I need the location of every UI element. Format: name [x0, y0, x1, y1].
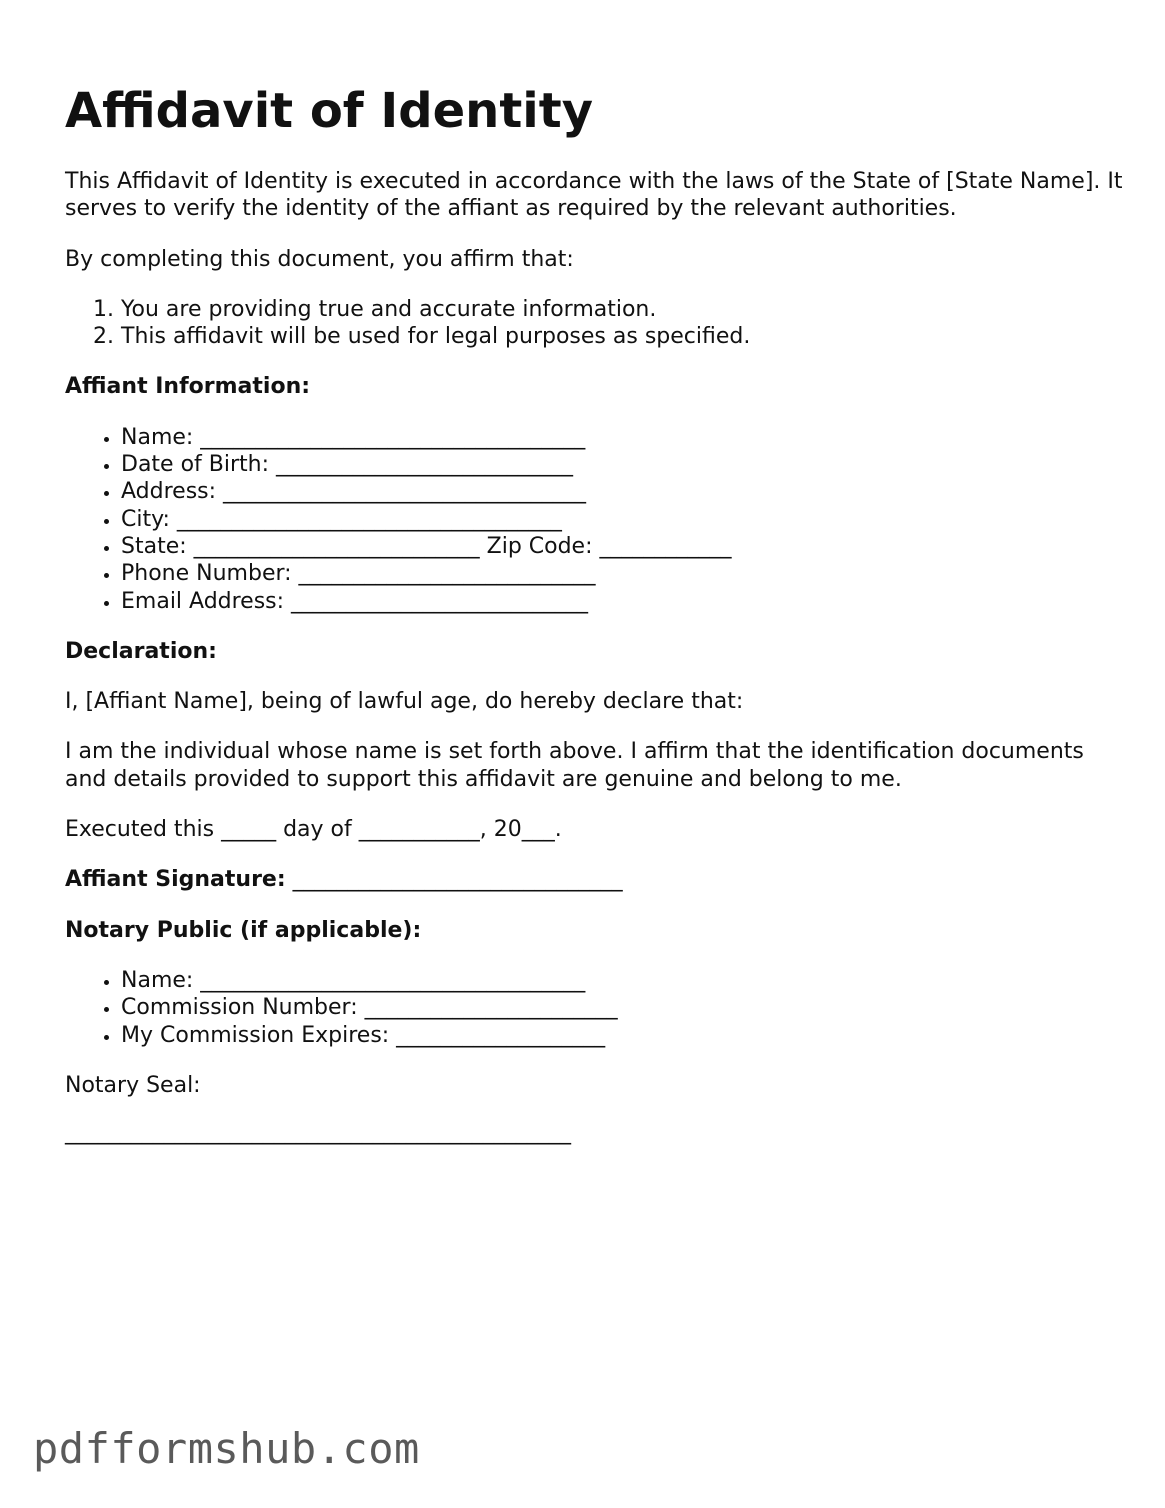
affirm-lead: By completing this document, you affirm that: — [65, 246, 574, 272]
declaration-line-1: I, [Affiant Name], being of lawful age, do hereby declare that: — [65, 689, 744, 715]
affiant-signature-row — [65, 866, 1125, 893]
executed-date-line[interactable]: Executed this _____ day of ___________, 20___. — [65, 817, 562, 843]
notary-seal-block — [65, 1072, 1125, 1147]
affiant-signature-line[interactable]: ______________________________ — [292, 867, 623, 893]
affiant-state-zip-field[interactable]: • State: __________________________ Zip Code: ____________ — [121, 533, 1125, 560]
notary-heading: Notary Public (if applicable): — [65, 917, 422, 943]
declaration-heading: Declaration: — [65, 638, 217, 664]
affirmation-item: 2. This affidavit will be used for legal purposes as specified. — [121, 323, 1125, 350]
notary-fields-list — [65, 967, 1125, 1049]
affiant-name-field[interactable]: • Name: ___________________________________ — [121, 424, 1125, 451]
watermark: pdfformshub.com — [33, 1424, 420, 1473]
affiant-signature-label: Affiant Signature: — [65, 867, 286, 893]
affiant-dob-field[interactable]: • Date of Birth: ___________________________ — [121, 451, 1125, 478]
affiant-phone-field[interactable]: • Phone Number: ___________________________ — [121, 560, 1125, 587]
notary-seal-label: Notary Seal: — [65, 1072, 201, 1098]
notary-commission-number-field[interactable]: • Commission Number: _______________________ — [121, 994, 1125, 1021]
notary-commission-expires-field[interactable]: • My Commission Expires: ___________________ — [121, 1022, 1125, 1049]
notary-name-field[interactable]: • Name: ___________________________________ — [121, 967, 1125, 994]
document-title: Affidavit of Identity — [65, 83, 593, 139]
document-body — [65, 168, 1125, 1169]
affiant-info-heading: Affiant Information: — [65, 374, 311, 400]
affiant-city-field[interactable]: • City: ___________________________________ — [121, 506, 1125, 533]
intro-paragraph: This Affidavit of Identity is executed in accordance with the laws of the State of [State Name]. It serves to verify the identity of the affiant as required by the relevant authorities. — [65, 169, 1123, 222]
affiant-address-field[interactable]: • Address: _________________________________ — [121, 478, 1125, 505]
declaration-line-2: I am the individual whose name is set forth above. I affirm that the identification documents and details provided to support this affidavit are genuine and belong to me. — [65, 739, 1084, 792]
notary-seal-line[interactable]: ______________________________________________ — [65, 1120, 571, 1146]
affiant-email-field[interactable]: • Email Address: ___________________________ — [121, 588, 1125, 615]
affirmation-item: 1. You are providing true and accurate information. — [121, 296, 1125, 323]
affiant-fields-list — [65, 424, 1125, 615]
affirmations-list — [65, 296, 1125, 351]
